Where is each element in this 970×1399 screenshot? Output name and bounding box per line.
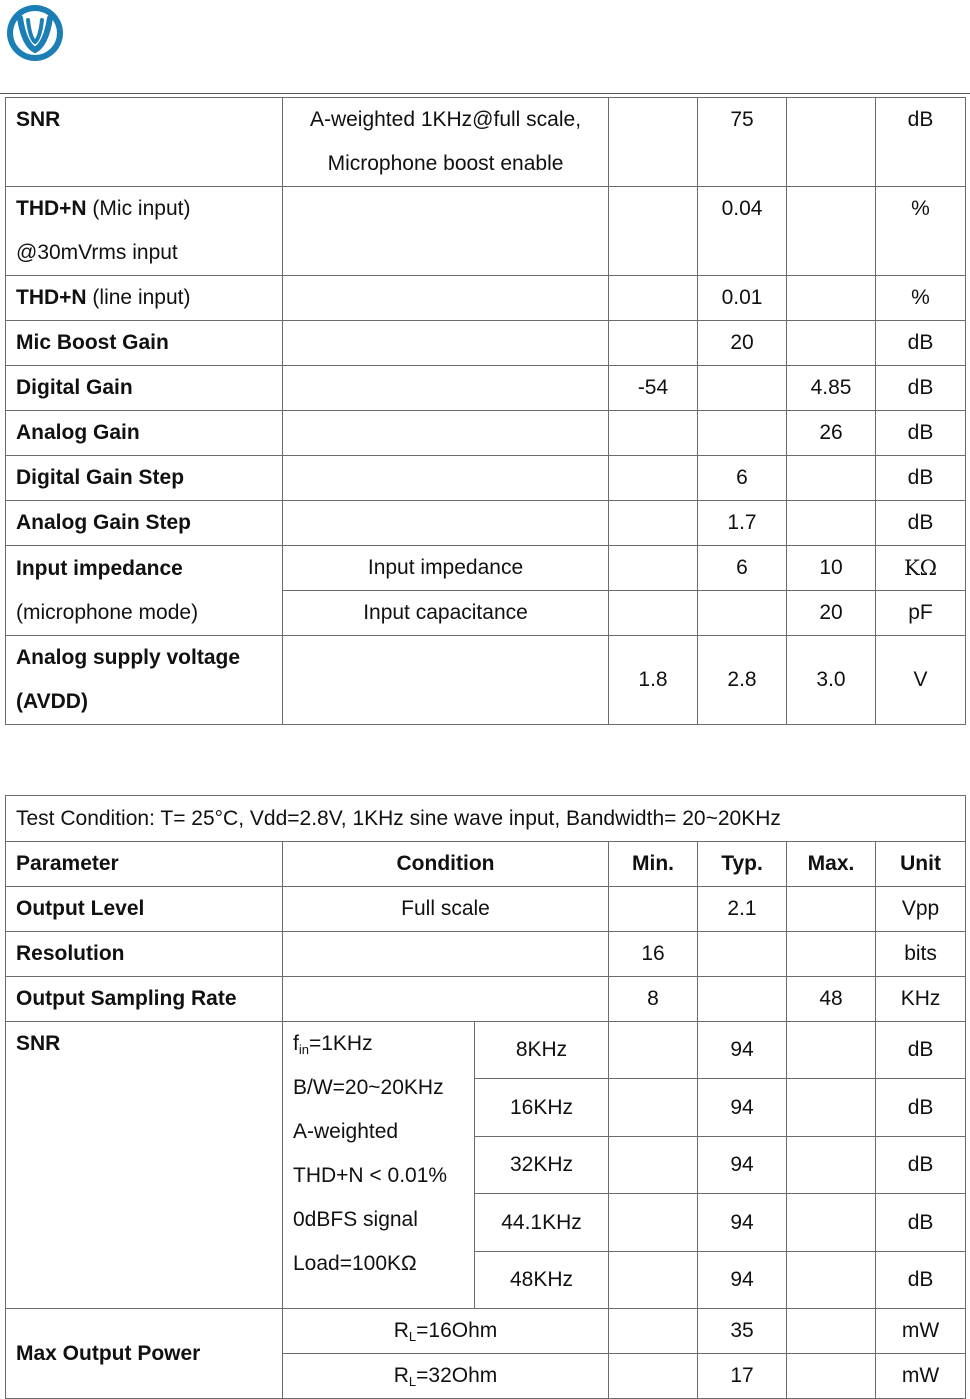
param-cell: Analog Gain Step — [6, 501, 283, 546]
typ-cell: 94 — [698, 1079, 787, 1137]
table-row — [6, 456, 966, 501]
table-row — [6, 98, 966, 187]
max-cell: 48 — [787, 977, 876, 1022]
unit-cell: dB — [876, 321, 966, 366]
table-row — [6, 887, 966, 932]
sample-rate-cell: 8KHz — [475, 1022, 609, 1079]
unit-cell: dB — [876, 366, 966, 411]
sample-rate-cell: 16KHz — [475, 1079, 609, 1137]
header-condition: Condition — [283, 842, 609, 887]
table-row — [6, 1022, 966, 1079]
table-row — [6, 187, 966, 276]
unit-cell: KHz — [876, 977, 966, 1022]
unit-cell: dB — [876, 1252, 966, 1309]
brand-logo-icon — [6, 4, 64, 62]
param-cell: Max Output Power — [6, 1309, 283, 1399]
param-cell: THD+N (Mic input) @30mVrms input — [6, 187, 283, 276]
typ-cell: 35 — [698, 1309, 787, 1354]
condition-cell: A-weighted 1KHz@full scale, Microphone boost enable — [283, 98, 609, 187]
spec-table-output — [5, 795, 966, 1399]
unit-cell: dB — [876, 501, 966, 546]
min-cell: 1.8 — [609, 636, 698, 725]
header-max: Max. — [787, 842, 876, 887]
max-cell: 10 — [787, 546, 876, 591]
param-cell: Output Level — [6, 887, 283, 932]
param-cell: SNR — [6, 1022, 283, 1309]
param-cell: Resolution — [6, 932, 283, 977]
sample-rate-cell: 32KHz — [475, 1137, 609, 1194]
header-divider — [0, 93, 970, 94]
unit-cell: V — [876, 636, 966, 725]
typ-cell: 94 — [698, 1194, 787, 1252]
min-cell: -54 — [609, 366, 698, 411]
max-cell: 3.0 — [787, 636, 876, 725]
condition-cell: Input impedance — [283, 546, 609, 591]
unit-cell: % — [876, 276, 966, 321]
typ-cell: 6 — [698, 546, 787, 591]
header-min: Min. — [609, 842, 698, 887]
param-cell: Digital Gain Step — [6, 456, 283, 501]
min-cell: 8 — [609, 977, 698, 1022]
param-cell: Digital Gain — [6, 366, 283, 411]
typ-cell: 20 — [698, 321, 787, 366]
condition-cell: Input capacitance — [283, 591, 609, 636]
unit-cell: dB — [876, 411, 966, 456]
table-row — [6, 321, 966, 366]
param-cell: Mic Boost Gain — [6, 321, 283, 366]
unit-cell: dB — [876, 1079, 966, 1137]
snr-condition-cell: $f_{in}=1KHz$ B/W=20~20KHz A-weighted THD+N < 0.01% 0dBFS signal Load=100KΩ — [283, 1022, 475, 1309]
table-row — [6, 366, 966, 411]
table-row — [6, 546, 966, 591]
table-row — [6, 501, 966, 546]
unit-cell: dB — [876, 98, 966, 187]
max-cell: 26 — [787, 411, 876, 456]
unit-cell: dB — [876, 1137, 966, 1194]
test-condition: Test Condition: T= 25°C, Vdd=2.8V, 1KHz sine wave input, Bandwidth= 20~20KHz — [6, 796, 966, 842]
condition-cell: Full scale — [283, 887, 609, 932]
table-row — [6, 1309, 966, 1354]
typ-cell: 75 — [698, 98, 787, 187]
header-typ: Typ. — [698, 842, 787, 887]
unit-cell: pF — [876, 591, 966, 636]
typ-cell: 94 — [698, 1022, 787, 1079]
typ-cell: 94 — [698, 1252, 787, 1309]
header-row — [6, 842, 966, 887]
sample-rate-cell: 44.1KHz — [475, 1194, 609, 1252]
param-cell: Analog supply voltage (AVDD) — [6, 636, 283, 725]
unit-cell: dB — [876, 1194, 966, 1252]
condition-cell: $R_L=16Ohm$ — [283, 1309, 609, 1354]
unit-cell: bits — [876, 932, 966, 977]
unit-cell: KΩ — [876, 546, 966, 591]
param-cell: Input impedance (microphone mode) — [6, 546, 283, 636]
table-row — [6, 636, 966, 725]
table-row — [6, 977, 966, 1022]
typ-cell: 2.8 — [698, 636, 787, 725]
typ-cell: 17 — [698, 1354, 787, 1399]
param-cell: Output Sampling Rate — [6, 977, 283, 1022]
typ-cell: 2.1 — [698, 887, 787, 932]
sample-rate-cell: 48KHz — [475, 1252, 609, 1309]
table-row — [6, 411, 966, 456]
unit-cell: dB — [876, 1022, 966, 1079]
header-unit: Unit — [876, 842, 966, 887]
max-cell: 20 — [787, 591, 876, 636]
min-cell: 16 — [609, 932, 698, 977]
param-cell: Analog Gain — [6, 411, 283, 456]
unit-cell: mW — [876, 1354, 966, 1399]
typ-cell: 0.01 — [698, 276, 787, 321]
header-parameter: Parameter — [6, 842, 283, 887]
typ-cell: 1.7 — [698, 501, 787, 546]
param-cell: SNR — [6, 98, 283, 187]
param-cell: THD+N (line input) — [6, 276, 283, 321]
unit-cell: % — [876, 187, 966, 276]
unit-cell: Vpp — [876, 887, 966, 932]
table-row — [6, 276, 966, 321]
typ-cell: 0.04 — [698, 187, 787, 276]
unit-cell: dB — [876, 456, 966, 501]
test-condition-row — [6, 796, 966, 842]
spec-table-input — [5, 97, 966, 725]
unit-cell: mW — [876, 1309, 966, 1354]
condition-cell: $R_L=32Ohm$ — [283, 1354, 609, 1399]
max-cell: 4.85 — [787, 366, 876, 411]
typ-cell: 94 — [698, 1137, 787, 1194]
table-row — [6, 932, 966, 977]
typ-cell: 6 — [698, 456, 787, 501]
